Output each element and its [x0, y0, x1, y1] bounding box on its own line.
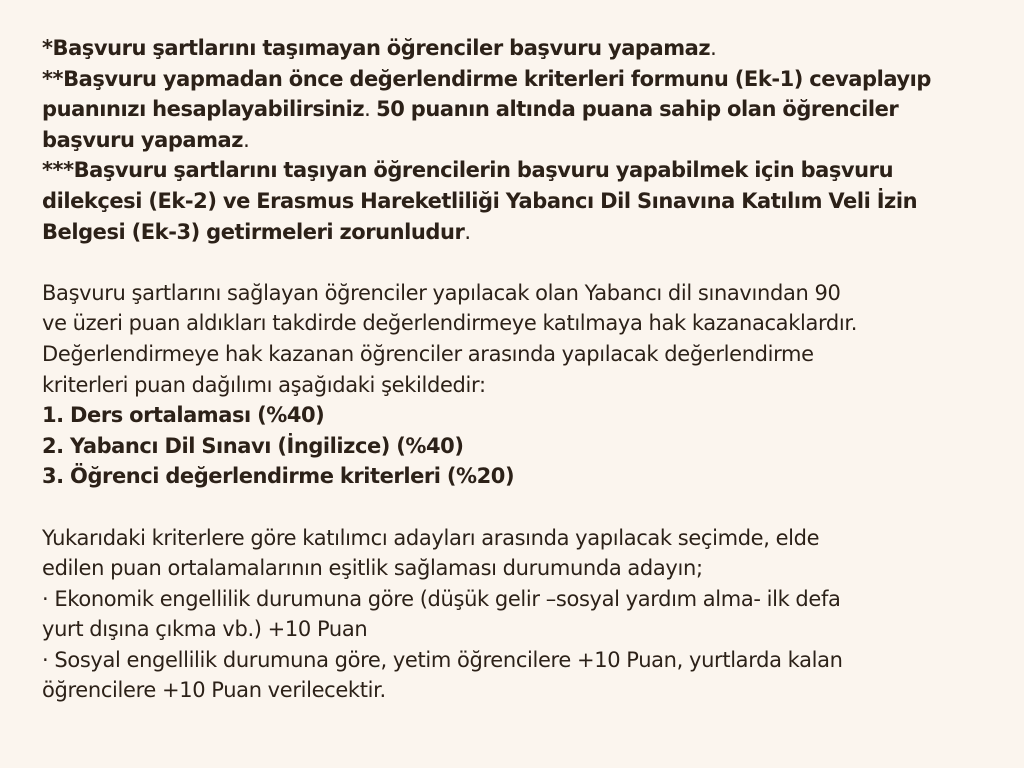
note-3-line-3-text: Belgesi (Ek-3) getirmeleri zorunludur [42, 219, 465, 244]
tiebreak-line-4: yurt dışına çıkma vb.) +10 Puan [42, 617, 368, 642]
note-2-line-3-period: . [243, 127, 250, 152]
note-2-line-1: **Başvuru yapmadan önce değerlendirme kriterleri formunu (Ek-1) cevaplayıp [42, 66, 932, 91]
tiebreak-line-6: öğrencilere +10 Puan verilecektir. [42, 678, 386, 703]
note-3-line-1: ***Başvuru şartlarını taşıyan öğrencilerin başvuru yapabilmek için başvuru [42, 158, 894, 183]
application-notes [42, 33, 984, 247]
tiebreak-rules [42, 523, 984, 707]
criteria-intro-line-1: Başvuru şartlarını sağlayan öğrenciler yapılacak olan Yabancı dil sınavından 90 [42, 280, 841, 305]
criteria-item-2: 2. Yabancı Dil Sınavı (İngilizce) (%40) [42, 433, 464, 458]
tiebreak-line-5: · Sosyal engellilik durumuna göre, yetim öğrencilere +10 Puan, yurtlarda kalan [42, 647, 843, 672]
tiebreak-line-3: · Ekonomik engellilik durumuna göre (düşük gelir –sosyal yardım alma- ilk defa [42, 586, 841, 611]
note-2-line-3 [42, 125, 984, 156]
note-2-line-2 [42, 94, 984, 125]
note-1-period: . [710, 36, 717, 60]
note-3-line-3 [42, 217, 984, 248]
criteria-intro-line-4: kriterleri puan dağılımı aşağıdaki şekildedir: [42, 372, 486, 397]
evaluation-criteria [42, 278, 984, 492]
tiebreak-line-1: Yukarıdaki kriterlere göre katılımcı adayları arasında yapılacak seçimde, elde [42, 525, 820, 550]
note-2-line-2-b: 50 puanın altında puana sahip olan öğrenciler [376, 97, 899, 122]
criteria-intro-line-3: Değerlendirmeye hak kazanan öğrenciler arasında yapılacak değerlendirme [42, 341, 814, 366]
note-2-line-2-period: . [364, 97, 377, 122]
note-3-line-3-period: . [464, 219, 471, 244]
note-2-line-2-a: puanınızı hesaplayabilirsiniz [42, 97, 365, 122]
criteria-item-1: 1. Ders ortalaması (%40) [42, 403, 325, 428]
note-1-text: *Başvuru şartlarını taşımayan öğrenciler başvuru yapamaz [42, 36, 711, 60]
note-3-line-2: dilekçesi (Ek-2) ve Erasmus Hareketliliği Yabancı Dil Sınavına Katılım Veli İzin [42, 188, 918, 213]
criteria-item-3: 3. Öğrenci değerlendirme kriterleri (%20) [42, 464, 515, 489]
note-1 [42, 33, 984, 64]
note-2-line-3-text: başvuru yapamaz [42, 127, 244, 152]
tiebreak-line-2: edilen puan ortalamalarının eşitlik sağlaması durumunda adayın; [42, 556, 703, 581]
criteria-intro-line-2: ve üzeri puan aldıkları takdirde değerlendirmeye katılmaya hak kazanacaklardır. [42, 311, 858, 336]
